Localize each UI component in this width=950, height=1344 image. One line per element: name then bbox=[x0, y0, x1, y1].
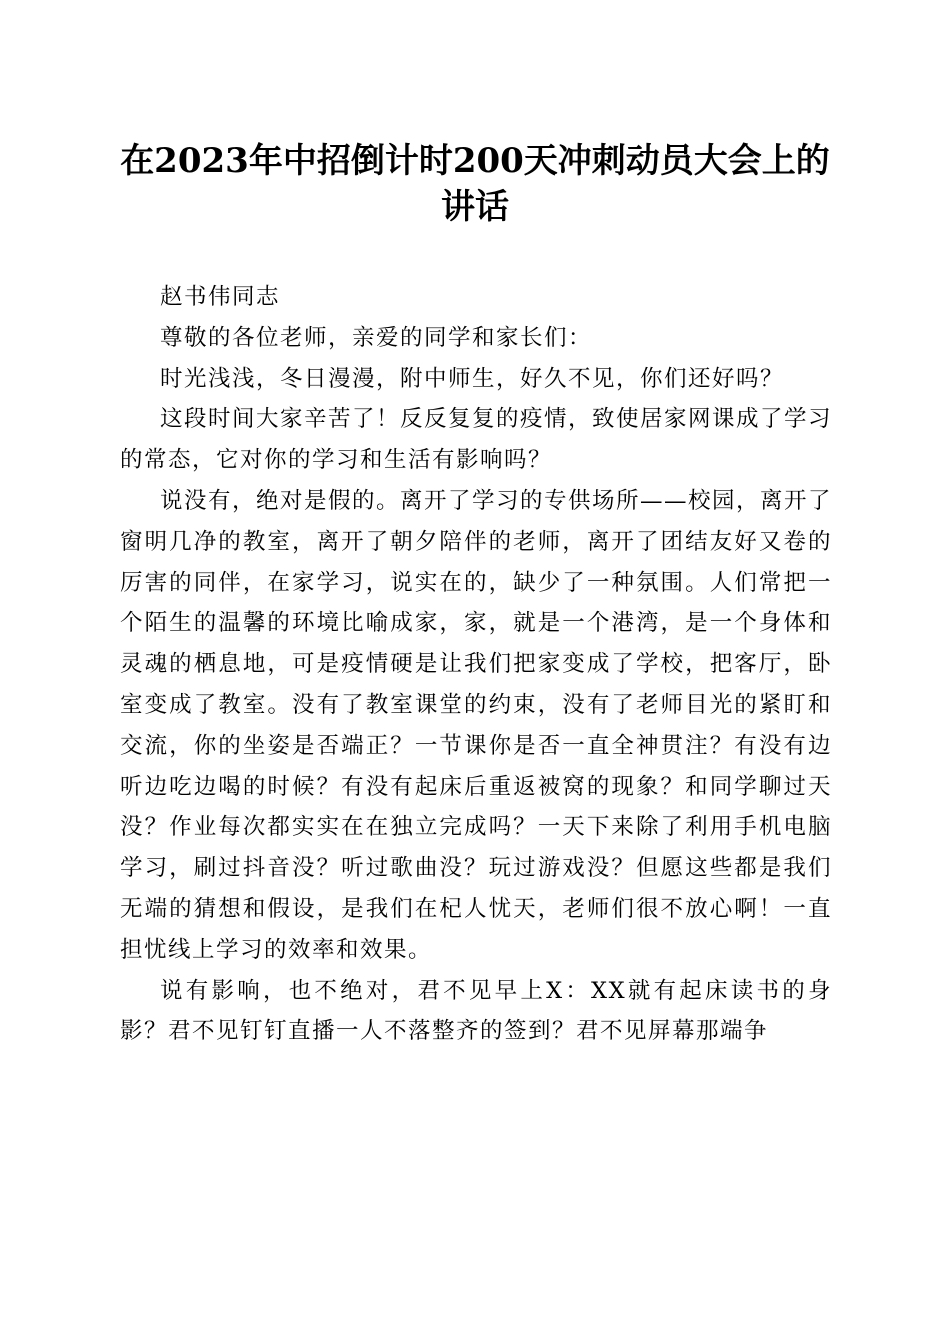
document-title: 在2023年中招倒计时200天冲刺动员大会上的讲话 bbox=[120, 141, 830, 227]
paragraph: 时光浅浅，冬日漫漫，附中师生，好久不见，你们还好吗？ bbox=[160, 365, 785, 392]
paragraph: 说有影响，也不绝对，君不见早上X：XX就有起床读书的身影？君不见钉钉直播一人不落整齐的签到？君不见屏幕那端争 bbox=[120, 977, 832, 1045]
author-line: 赵书伟同志 bbox=[160, 284, 281, 310]
paragraph: 说没有，绝对是假的。离开了学习的专供场所——校园，离开了窗明几净的教室，离开了朝夕陪伴的老师，离开了团结友好又卷的厉害的同伴，在家学习，说实在的，缺少了一种氛围。人们常把一个陌生的温馨的环境比喻成家，家，就是一个港湾，是一个身体和灵魂的栖息地，可是疫情硬是让我们把家变成了学校，把客厅，卧室变成了教室。没有了教室课堂的约束，没有了老师目光的紧盯和交流，你的坐姿是否端正？一节课你是否一直全神贯注？有没有边听边吃边喝的时候？有没有起床后重返被窝的现象？和同学聊过天没？作业每次都实实在在独立完成吗？一天下来除了利用手机电脑学习，刷过抖音没？听过歌曲没？玩过游戏没？但愿这些都是我们无端的猜想和假设，是我们在杞人忧天，老师们很不放心啊！一直担忧线上学习的效率和效果。 bbox=[120, 487, 833, 963]
salutation: 尊敬的各位老师，亲爱的同学和家长们： bbox=[160, 324, 593, 351]
document-body bbox=[120, 277, 832, 1052]
paragraph: 这段时间大家辛苦了！反反复复的疫情，致使居家网课成了学习的常态，它对你的学习和生活有影响吗？ bbox=[120, 406, 833, 474]
